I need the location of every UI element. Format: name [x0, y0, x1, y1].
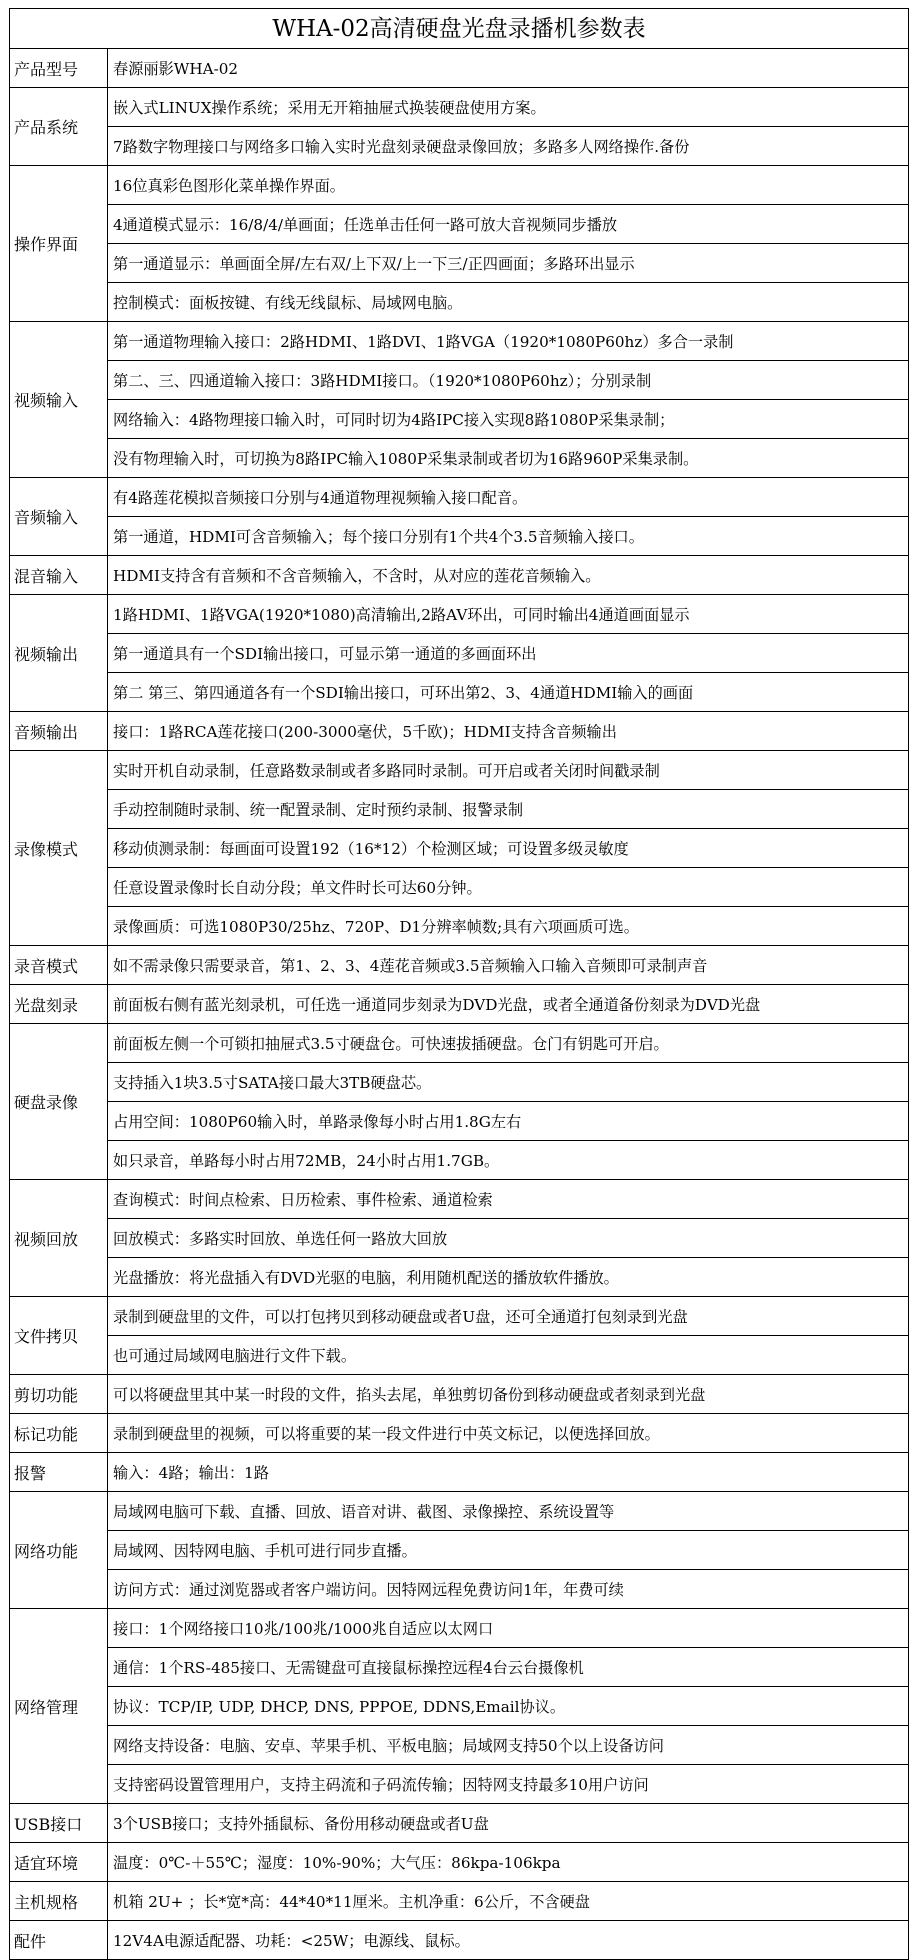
spec-value: 输入：4路；输出：1路 [108, 1453, 909, 1492]
spec-value: 支持插入1块3.5寸SATA接口最大3TB硬盘芯。 [108, 1063, 909, 1102]
table-row [10, 1297, 909, 1336]
spec-value: 4通道模式显示：16/8/4/单画面；任选单击任何一路可放大音视频同步播放 [108, 205, 909, 244]
spec-table-body [10, 49, 909, 1960]
spec-value: 实时开机自动录制，任意路数录制或者多路同时录制。可开启或者关闭时间戳录制 [108, 751, 909, 790]
table-row [10, 1531, 909, 1570]
spec-value: 第一通道物理输入接口：2路HDMI、1路DVI、1路VGA（1920*1080P60hz）多合一录制 [108, 322, 909, 361]
spec-value: 如只录音，单路每小时占用72MB，24小时占用1.7GB。 [108, 1141, 909, 1180]
table-row [10, 673, 909, 712]
table-row [10, 400, 909, 439]
spec-value: 接口：1个网络接口10兆/100兆/1000兆自适应以太网口 [108, 1609, 909, 1648]
category-label: 主机规格 [10, 1882, 108, 1921]
table-row [10, 205, 909, 244]
spec-value: 3个USB接口；支持外插鼠标、备份用移动硬盘或者U盘 [108, 1804, 909, 1843]
table-row [10, 49, 909, 88]
table-row [10, 1219, 909, 1258]
spec-value: 机箱 2U+ ；长*宽*高：44*40*11厘米。主机净重：6公斤，不含硬盘 [108, 1882, 909, 1921]
category-label: 配件 [10, 1921, 108, 1960]
table-row [10, 322, 909, 361]
spec-value: 温度：0℃-＋55℃；湿度：10%-90%；大气压：86kpa-106kpa [108, 1843, 909, 1882]
spec-value: 录制到硬盘里的视频，可以将重要的某一段文件进行中英文标记，以便选择回放。 [108, 1414, 909, 1453]
table-row [10, 1804, 909, 1843]
table-row [10, 1765, 909, 1804]
category-label: 录音模式 [10, 946, 108, 985]
spec-value: 前面板左侧一个可锁扣抽屉式3.5寸硬盘仓。可快速拔插硬盘。仓门有钥匙可开启。 [108, 1024, 909, 1063]
table-row [10, 1492, 909, 1531]
spec-value: 网络输入：4路物理接口输入时，可同时切为4路IPC接入实现8路1080P采集录制； [108, 400, 909, 439]
table-row [10, 751, 909, 790]
table-row [10, 1843, 909, 1882]
table-row [10, 1336, 909, 1375]
category-label: 视频输出 [10, 595, 108, 712]
table-row [10, 712, 909, 751]
table-row [10, 985, 909, 1024]
table-row [10, 556, 909, 595]
sheet-title: WHA-02高清硬盘光盘录播机参数表 [9, 8, 909, 48]
spec-value: 支持密码设置管理用户，支持主码流和子码流传输；因特网支持最多10用户访问 [108, 1765, 909, 1804]
table-row [10, 1180, 909, 1219]
table-row [10, 1570, 909, 1609]
table-row [10, 1375, 909, 1414]
spec-value: 手动控制随时录制、统一配置录制、定时预约录制、报警录制 [108, 790, 909, 829]
spec-value: 回放模式：多路实时回放、单选任何一路放大回放 [108, 1219, 909, 1258]
spec-sheet [9, 8, 909, 1960]
spec-value: 没有物理输入时，可切换为8路IPC输入1080P采集录制或者切为16路960P采集录制。 [108, 439, 909, 478]
table-row [10, 127, 909, 166]
spec-value: 前面板右侧有蓝光刻录机，可任选一通道同步刻录为DVD光盘，或者全通道备份刻录为DVD光盘 [108, 985, 909, 1024]
category-label: 标记功能 [10, 1414, 108, 1453]
table-row [10, 439, 909, 478]
spec-value: 16位真彩色图形化菜单操作界面。 [108, 166, 909, 205]
spec-value: 局域网、因特网电脑、手机可进行同步直播。 [108, 1531, 909, 1570]
category-label: 硬盘录像 [10, 1024, 108, 1180]
spec-value: 1路HDMI、1路VGA(1920*1080)高清输出,2路AV环出，可同时输出4通道画面显示 [108, 595, 909, 634]
table-row [10, 1687, 909, 1726]
category-label: 录像模式 [10, 751, 108, 946]
spec-value: 查询模式：时间点检索、日历检索、事件检索、通道检索 [108, 1180, 909, 1219]
category-label: 文件拷贝 [10, 1297, 108, 1375]
spec-value: 接口：1路RCA莲花接口(200-3000毫伏，5千欧)；HDMI支持含音频输出 [108, 712, 909, 751]
spec-value: 第二 第三、第四通道各有一个SDI输出接口，可环出第2、3、4通道HDMI输入的画面 [108, 673, 909, 712]
table-row [10, 1258, 909, 1297]
spec-value: 协议：TCP/IP, UDP, DHCP, DNS, PPPOE, DDNS,Email协议。 [108, 1687, 909, 1726]
table-row [10, 1063, 909, 1102]
spec-value: 12V4A电源适配器、功耗：<25W；电源线、鼠标。 [108, 1921, 909, 1960]
table-row [10, 1921, 909, 1960]
table-row [10, 868, 909, 907]
category-label: 视频回放 [10, 1180, 108, 1297]
table-row [10, 946, 909, 985]
spec-value: 也可通过局域网电脑进行文件下载。 [108, 1336, 909, 1375]
category-label: 剪切功能 [10, 1375, 108, 1414]
spec-value: 第一通道具有一个SDI输出接口，可显示第一通道的多画面环出 [108, 634, 909, 673]
table-row [10, 361, 909, 400]
category-label: USB接口 [10, 1804, 108, 1843]
spec-value: 控制模式：面板按键、有线无线鼠标、局域网电脑。 [108, 283, 909, 322]
table-row [10, 1453, 909, 1492]
spec-value: 录制到硬盘里的文件，可以打包拷贝到移动硬盘或者U盘，还可全通道打包刻录到光盘 [108, 1297, 909, 1336]
table-row [10, 1648, 909, 1687]
table-row [10, 1609, 909, 1648]
spec-value: 可以将硬盘里其中某一时段的文件，掐头去尾，单独剪切备份到移动硬盘或者刻录到光盘 [108, 1375, 909, 1414]
table-row [10, 1102, 909, 1141]
category-label: 适宜环境 [10, 1843, 108, 1882]
spec-value: 通信：1个RS-485接口、无需键盘可直接鼠标操控远程4台云台摄像机 [108, 1648, 909, 1687]
table-row [10, 1024, 909, 1063]
table-row [10, 829, 909, 868]
table-row [10, 1141, 909, 1180]
table-row [10, 1882, 909, 1921]
spec-value: 光盘播放：将光盘插入有DVD光驱的电脑，利用随机配送的播放软件播放。 [108, 1258, 909, 1297]
spec-value: 局域网电脑可下载、直播、回放、语音对讲、截图、录像操控、系统设置等 [108, 1492, 909, 1531]
category-label: 网络管理 [10, 1609, 108, 1804]
category-label: 视频输入 [10, 322, 108, 478]
spec-value: 访问方式：通过浏览器或者客户端访问。因特网远程免费访问1年，年费可续 [108, 1570, 909, 1609]
table-row [10, 244, 909, 283]
category-label: 混音输入 [10, 556, 108, 595]
spec-value: 录像画质：可选1080P30/25hz、720P、D1分辨率帧数;具有六项画质可选。 [108, 907, 909, 946]
table-row [10, 478, 909, 517]
category-label: 网络功能 [10, 1492, 108, 1609]
table-row [10, 1726, 909, 1765]
spec-value: 移动侦测录制：每画面可设置192（16*12）个检测区域；可设置多级灵敏度 [108, 829, 909, 868]
category-label: 报警 [10, 1453, 108, 1492]
table-row [10, 595, 909, 634]
spec-value: 春源丽影WHA-02 [108, 49, 909, 88]
spec-value: 7路数字物理接口与网络多口输入实时光盘刻录硬盘录像回放；多路多人网络操作.备份 [108, 127, 909, 166]
table-row [10, 790, 909, 829]
table-row [10, 517, 909, 556]
table-row [10, 634, 909, 673]
spec-value: 第二、三、四通道输入接口：3路HDMI接口。（1920*1080P60hz）；分别录制 [108, 361, 909, 400]
category-label: 音频输入 [10, 478, 108, 556]
table-row [10, 88, 909, 127]
category-label: 产品系统 [10, 88, 108, 166]
spec-value: 任意设置录像时长自动分段；单文件时长可达60分钟。 [108, 868, 909, 907]
spec-value: 网络支持设备：电脑、安卓、苹果手机、平板电脑；局域网支持50个以上设备访问 [108, 1726, 909, 1765]
spec-table [9, 48, 909, 1960]
spec-value: 第一通道显示：单画面全屏/左右双/上下双/上一下三/正四画面；多路环出显示 [108, 244, 909, 283]
table-row [10, 907, 909, 946]
spec-value: 占用空间：1080P60输入时，单路录像每小时占用1.8G左右 [108, 1102, 909, 1141]
category-label: 音频输出 [10, 712, 108, 751]
category-label: 光盘刻录 [10, 985, 108, 1024]
category-label: 操作界面 [10, 166, 108, 322]
table-row [10, 283, 909, 322]
table-row [10, 166, 909, 205]
table-row [10, 1414, 909, 1453]
spec-value: 如不需录像只需要录音，第1、2、3、4莲花音频或3.5音频输入口输入音频即可录制声音 [108, 946, 909, 985]
spec-value: 第一通道，HDMI可含音频输入；每个接口分别有1个共4个3.5音频输入接口。 [108, 517, 909, 556]
spec-value: HDMI支持含有音频和不含音频输入，不含时，从对应的莲花音频输入。 [108, 556, 909, 595]
spec-value: 嵌入式LINUX操作系统；采用无开箱抽屉式换装硬盘使用方案。 [108, 88, 909, 127]
category-label: 产品型号 [10, 49, 108, 88]
spec-value: 有4路莲花模拟音频接口分别与4通道物理视频输入接口配音。 [108, 478, 909, 517]
